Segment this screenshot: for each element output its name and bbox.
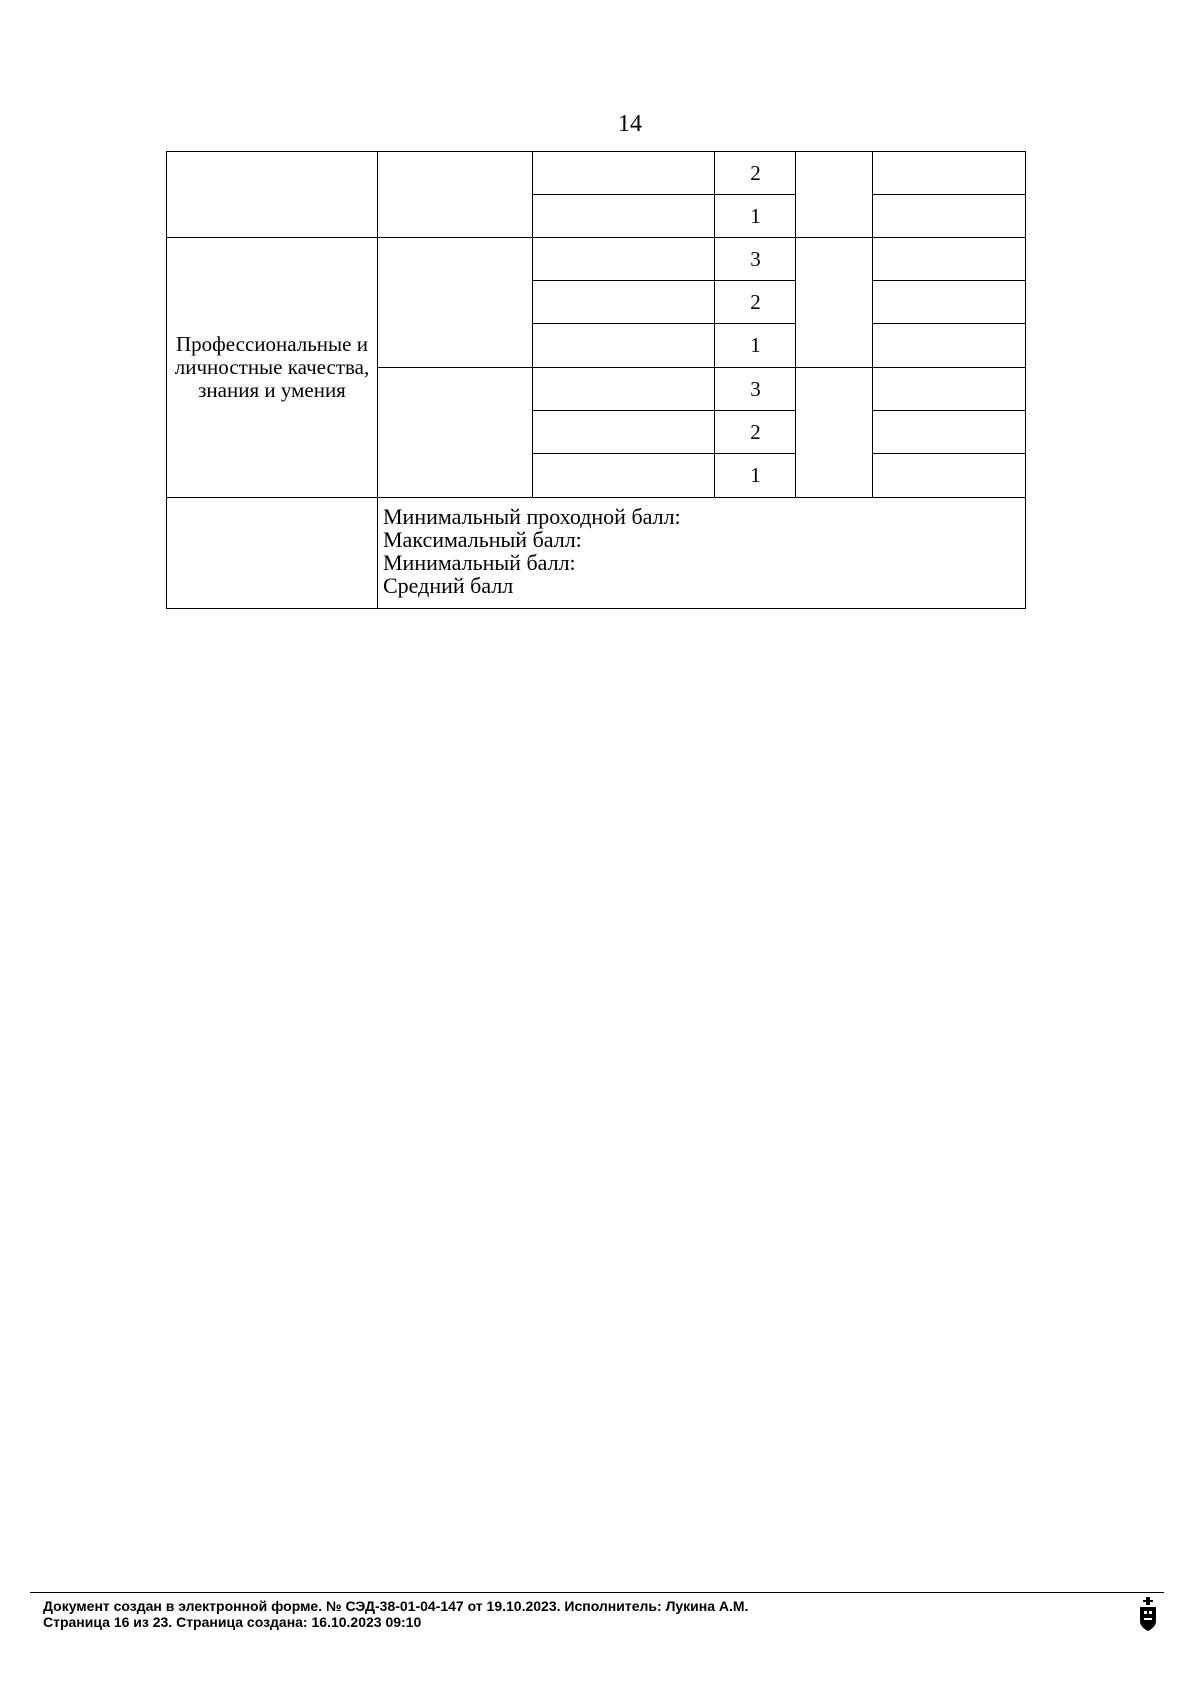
table-rule — [872, 453, 1026, 454]
table-rule — [532, 151, 533, 497]
table-rule — [872, 323, 1026, 324]
summary-average: Средний балл — [383, 573, 514, 598]
summary-max: Максимальный балл: — [383, 527, 582, 552]
table-rule — [872, 280, 1026, 281]
table-rule — [872, 151, 873, 497]
coat-of-arms-icon — [1136, 1596, 1160, 1632]
page-number: 14 — [618, 111, 642, 137]
footer-divider — [30, 1592, 1164, 1593]
score-cell: 2 — [750, 161, 761, 185]
table-rule — [377, 367, 1026, 368]
table-rule — [377, 151, 378, 609]
score-cell: 1 — [750, 333, 761, 357]
score-cell: 2 — [750, 290, 761, 314]
table-rule — [166, 497, 1026, 498]
table-rule — [872, 410, 1026, 411]
score-cell: 3 — [750, 247, 761, 271]
table-rule — [1025, 151, 1026, 609]
table-rule — [166, 151, 1026, 152]
table-rule — [872, 194, 1026, 195]
score-cell: 1 — [750, 463, 761, 487]
score-cell: 2 — [750, 420, 761, 444]
footer — [43, 1598, 1043, 1630]
footer-line-page: Страница 16 из 23. Страница создана: 16.10.2023 09:10 — [43, 1614, 422, 1630]
footer-line-document: Документ создан в электронной форме. № СЭД-38-01-04-147 от 19.10.2023. Исполнитель: Лукина А.М. — [43, 1598, 749, 1614]
score-cell: 1 — [750, 204, 761, 228]
table-rule — [166, 608, 1026, 609]
score-summary — [383, 505, 1023, 597]
criterion-label: Профессиональные и личностные качества, знания и умения — [174, 332, 370, 402]
summary-min: Минимальный балл: — [383, 550, 576, 575]
summary-min-passing: Минимальный проходной балл: — [383, 504, 681, 529]
score-cell: 3 — [750, 377, 761, 401]
